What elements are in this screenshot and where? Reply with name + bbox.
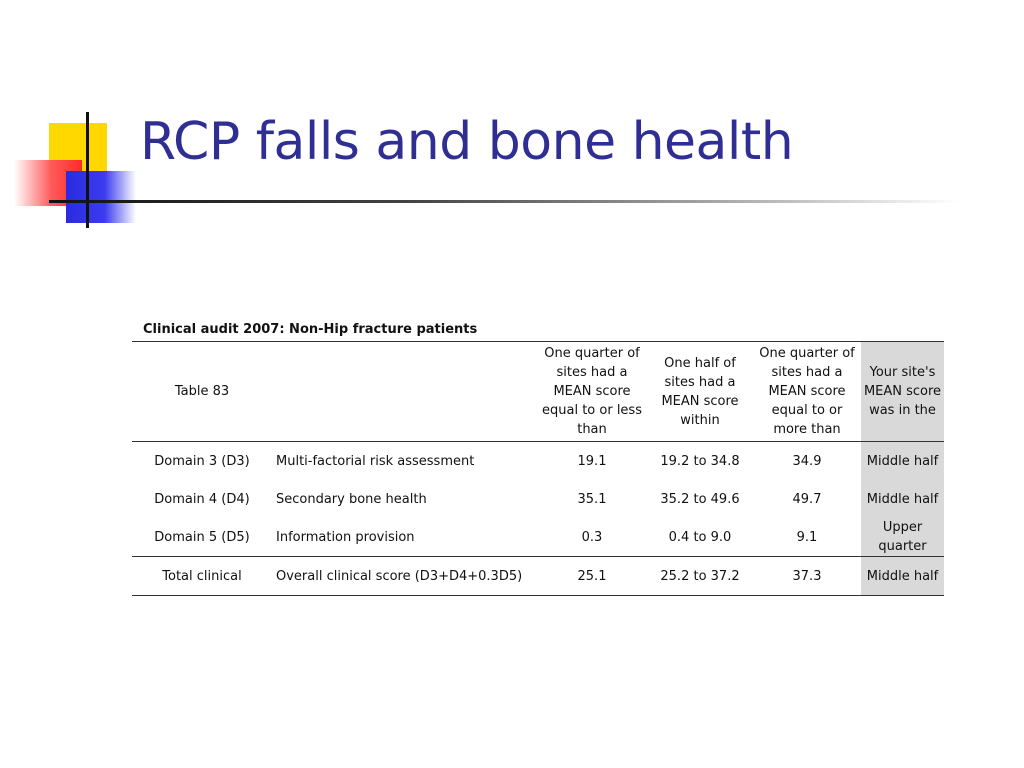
row-description: Secondary bone health [276,491,427,507]
title-underline [49,200,959,203]
row-middle-range: 0.4 to 9.0 [668,529,732,545]
row-lower-value: 19.1 [577,453,607,469]
table-row [132,480,944,518]
row-lower-value: 0.3 [581,529,603,545]
row-domain: Domain 5 (D5) [154,529,250,545]
total-domain: Total clinical [162,568,242,584]
row-description: Information provision [276,529,415,545]
total-description: Overall clinical score (D3+D4+0.3D5) [276,568,523,584]
row-middle-range: 19.2 to 34.8 [660,453,740,469]
row-site-result: Middle half [861,442,944,481]
audit-table [132,341,944,596]
header-middle-half: One half of sites had a MEAN score within [661,355,739,428]
slide-title: RCP falls and bone health [140,112,794,172]
table-row [132,518,944,557]
total-lower-value: 25.1 [577,568,607,584]
table-label: Table 83 [174,384,230,399]
header-upper-quarter: One quarter of sites had a MEAN score equal to or more than [759,346,855,437]
row-upper-value: 9.1 [796,529,818,545]
row-upper-value: 34.9 [792,453,822,469]
table-caption: Clinical audit 2007: Non-Hip fracture patients [143,322,478,337]
row-upper-value: 49.7 [792,491,822,507]
header-lower-quarter: One quarter of sites had a MEAN score equal to or less than [542,346,642,437]
table-row [132,442,944,481]
total-middle-range: 25.2 to 37.2 [660,568,740,584]
header-your-site: Your site's MEAN score was in the [861,342,944,442]
title-ornament-blue-square [66,171,136,223]
table-header-row [132,342,944,442]
row-middle-range: 35.2 to 49.6 [660,491,740,507]
row-domain: Domain 4 (D4) [154,491,250,507]
row-site-result: Middle half [861,480,944,518]
title-ornament-vertical-line [86,112,89,228]
row-domain: Domain 3 (D3) [154,453,250,469]
row-site-result: Upper quarter [861,518,944,557]
table-row-total [132,557,944,596]
row-lower-value: 35.1 [577,491,607,507]
row-description: Multi-factorial risk assessment [276,453,475,469]
total-site-result: Middle half [861,557,944,596]
total-upper-value: 37.3 [792,568,822,584]
header-description-blank [272,342,537,442]
